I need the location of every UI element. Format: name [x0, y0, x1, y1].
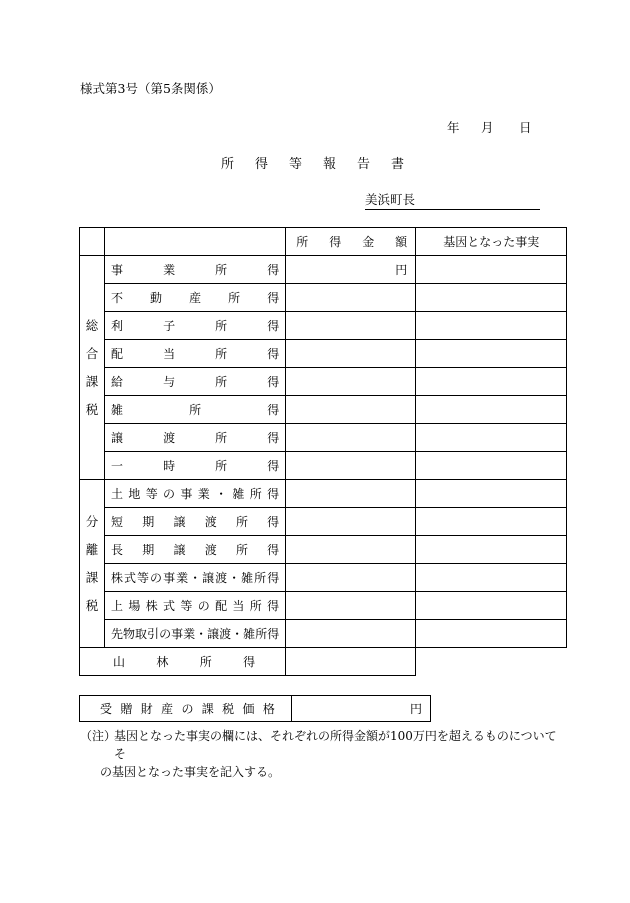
fact-cell[interactable] — [416, 312, 567, 340]
amount-cell[interactable] — [286, 480, 416, 508]
table-row — [80, 340, 567, 368]
fact-cell[interactable] — [416, 592, 567, 620]
amount-cell[interactable] — [286, 424, 416, 452]
date-day: 日 — [519, 120, 532, 135]
row-name: 利 子 所 得 — [105, 312, 286, 340]
row-name: 一 時 所 得 — [105, 452, 286, 480]
table-row — [80, 396, 567, 424]
group-label-general: 総 合 課 税 — [80, 256, 105, 480]
gift-amount-cell[interactable]: 円 — [292, 696, 431, 722]
row-name: 給 与 所 得 — [105, 368, 286, 396]
fact-cell[interactable] — [416, 564, 567, 592]
table-row — [80, 480, 567, 508]
row-name: 譲 渡 所 得 — [105, 424, 286, 452]
row-name: 長 期 譲 渡 所 得 — [105, 536, 286, 564]
group-label-separate: 分 離 課 税 — [80, 480, 105, 648]
amount-cell[interactable] — [286, 648, 416, 676]
row-name: 先 物 取 引 の 事 業 ・ 譲 渡 ・ 雑 所 得 — [105, 620, 286, 648]
row-name: 短 期 譲 渡 所 得 — [105, 508, 286, 536]
note-tag: （注） — [80, 729, 117, 743]
fact-cell[interactable] — [416, 256, 567, 284]
table-row — [80, 312, 567, 340]
header-amount — [286, 228, 416, 256]
document-title: 所得等報告書 — [221, 157, 426, 172]
note-line-1: 基因となった事実の欄には、それぞれの所得金額が100万円を超えるものについてそ — [114, 729, 557, 761]
table-row — [80, 508, 567, 536]
fact-cell[interactable] — [416, 368, 567, 396]
row-name: 山 林 所 得 — [80, 648, 286, 676]
date-month: 月 — [481, 120, 494, 135]
fact-cell[interactable] — [416, 284, 567, 312]
note — [80, 727, 560, 781]
addressee: 美浜町長 — [365, 190, 540, 210]
table-header-row — [80, 228, 567, 256]
income-table — [79, 227, 567, 676]
table-row — [80, 256, 567, 284]
row-name: 配 当 所 得 — [105, 340, 286, 368]
table-row — [80, 620, 567, 648]
amount-cell[interactable] — [286, 340, 416, 368]
fact-cell[interactable] — [416, 480, 567, 508]
header-fact: 基因となった事実 — [416, 228, 567, 256]
fact-cell[interactable] — [416, 396, 567, 424]
amount-cell[interactable] — [286, 592, 416, 620]
header-amount-label: 所 得 金 額 — [296, 235, 408, 249]
gift-label: 受 贈 財 産 の 課 税 価 格 — [80, 696, 292, 722]
gift-table — [79, 695, 431, 722]
date-year: 年 — [447, 120, 460, 135]
fact-cell[interactable] — [416, 340, 567, 368]
amount-cell[interactable] — [286, 564, 416, 592]
amount-cell[interactable] — [286, 452, 416, 480]
table-row — [80, 284, 567, 312]
header-empty-name — [105, 228, 286, 256]
fact-cell[interactable] — [416, 620, 567, 648]
fact-cell[interactable] — [416, 536, 567, 564]
form-number: 様式第3号（第5条関係） — [80, 81, 221, 96]
table-row — [80, 452, 567, 480]
amount-cell[interactable] — [286, 536, 416, 564]
table-row — [80, 536, 567, 564]
amount-cell[interactable] — [286, 312, 416, 340]
row-name: 不 動 産 所 得 — [105, 284, 286, 312]
fact-cell[interactable] — [416, 508, 567, 536]
row-name: 上 場 株 式 等 の 配 当 所 得 — [105, 592, 286, 620]
amount-cell[interactable]: 円 — [286, 256, 416, 284]
amount-cell[interactable] — [286, 396, 416, 424]
row-name: 株 式 等 の 事 業 ・ 譲 渡 ・ 雑 所 得 — [105, 564, 286, 592]
header-empty-group — [80, 228, 105, 256]
date-line — [447, 118, 532, 136]
table-row — [80, 592, 567, 620]
amount-cell[interactable] — [286, 508, 416, 536]
row-name: 雑 所 得 — [105, 396, 286, 424]
amount-cell[interactable] — [286, 620, 416, 648]
amount-cell[interactable] — [286, 368, 416, 396]
amount-cell[interactable] — [286, 284, 416, 312]
fact-cell[interactable] — [416, 424, 567, 452]
table-row — [80, 424, 567, 452]
table-row — [80, 564, 567, 592]
row-name: 事 業 所 得 — [105, 256, 286, 284]
table-row — [80, 368, 567, 396]
row-name: 土 地 等 の 事 業 ・ 雑 所 得 — [105, 480, 286, 508]
table-row-mountain-forest — [80, 648, 567, 676]
note-line-2: の基因となった事実を記入する。 — [100, 765, 281, 779]
fact-cell[interactable] — [416, 452, 567, 480]
